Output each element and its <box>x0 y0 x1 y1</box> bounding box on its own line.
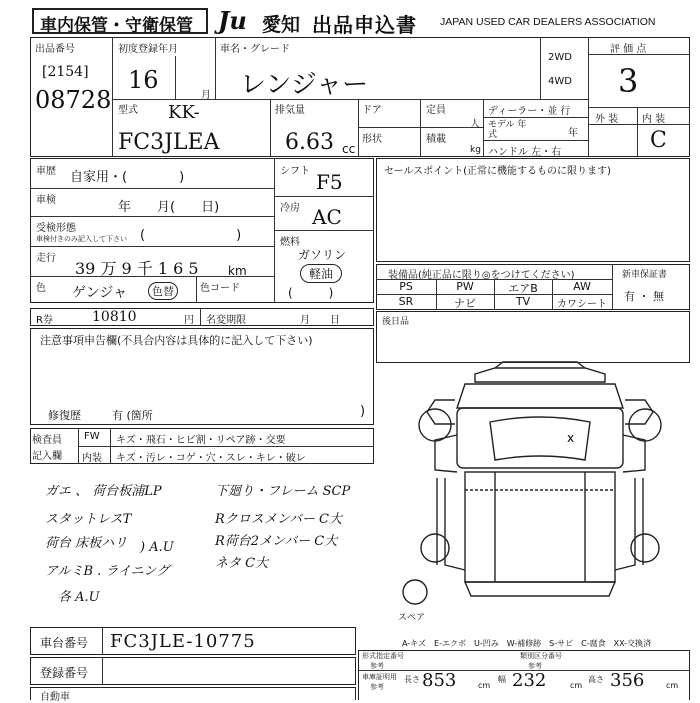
fuel-gasoline[interactable]: ガソリン <box>298 248 347 262</box>
load-unit: kg <box>470 145 481 155</box>
divider <box>274 230 374 231</box>
mileage-unit: km <box>228 264 247 278</box>
length-value[interactable]: 853 <box>422 670 457 691</box>
spare-label: スペア <box>398 613 426 623</box>
handle-label: ハンドル 左・右 <box>488 147 562 158</box>
displacement-label: 排気量 <box>275 105 305 116</box>
mileage-label: 走行 <box>36 253 56 264</box>
inspector-row2-items[interactable]: キズ・汚レ・コゲ・穴・スレ・キレ・破レ <box>116 453 306 464</box>
form-title: 出品申込書 <box>312 13 417 37</box>
divider <box>196 276 197 303</box>
org-name: 愛知 <box>262 14 301 36</box>
equipment-aw[interactable]: AW <box>573 280 591 293</box>
divider <box>112 99 588 100</box>
cert-ref: 参考 <box>370 683 384 691</box>
equipment-navi[interactable]: ナビ <box>454 297 476 310</box>
note-line-6: 各 A.U <box>58 590 100 605</box>
fuel-label: 燃料 <box>280 237 300 248</box>
divider <box>588 54 690 55</box>
r-value[interactable]: 10810 <box>92 309 137 325</box>
form-type-label: 形式指定番号 <box>362 652 404 660</box>
rear-label: 後日品 <box>382 317 410 327</box>
divider <box>30 188 274 189</box>
chassis-value[interactable]: FC3JLE-10775 <box>110 631 256 652</box>
ju-logo: Ju <box>218 6 247 35</box>
model-label: 車名・グレード <box>220 44 290 55</box>
history-label: 車歴 <box>36 166 56 177</box>
note-line-9: R荷台2メンバー C大 <box>215 534 338 549</box>
inspector-label-2: 記入欄 <box>32 451 62 462</box>
color-value[interactable]: ゲンジャ <box>72 285 128 301</box>
divider <box>30 216 274 217</box>
storage-label: 車内保管・守衛保管 <box>40 16 193 36</box>
equipment-airbag[interactable]: エアB <box>508 282 538 295</box>
displacement-value[interactable]: 6.63 <box>285 130 334 155</box>
divider <box>78 446 374 447</box>
equipment-sr[interactable]: SR <box>398 295 414 308</box>
divider <box>274 196 374 197</box>
svg-text:x: x <box>567 431 575 445</box>
drive-4wd: 4WD <box>548 76 572 87</box>
inspection-label: 車検 <box>36 195 56 206</box>
equipment-leather-seat[interactable]: カワシート <box>557 299 607 310</box>
sales-points-label: セールスポイント(正常に機能するものに限ります) <box>384 166 611 177</box>
divider <box>637 107 638 157</box>
first-reg-value[interactable]: 16 <box>128 66 159 94</box>
type-prefix: KK- <box>168 102 200 123</box>
divider <box>420 99 421 157</box>
divider <box>110 428 111 464</box>
repair-value[interactable]: 有 (箇所 <box>112 409 153 422</box>
new-warranty-value[interactable]: 有 ・ 無 <box>624 290 664 303</box>
divider <box>102 627 103 655</box>
color-label: 色 <box>36 283 46 294</box>
note-line-10: ネタ C大 <box>215 556 269 571</box>
width-label: 幅 <box>498 675 506 684</box>
rear-section <box>376 311 690 363</box>
equipment-ps[interactable]: PS <box>399 280 413 293</box>
repair-label: 修復歴 <box>48 409 81 422</box>
divider <box>588 37 589 157</box>
capacity-unit: 人 <box>470 119 480 130</box>
third-label: 自動車 <box>40 692 70 703</box>
equipment-title: 装備品(純正品に限り◎をつけてください) <box>388 270 575 281</box>
divider <box>30 246 274 247</box>
note-line-7: 下廻り・フレーム SCP <box>215 484 351 499</box>
name-change-label: 名変期限 <box>206 315 246 326</box>
cert-label: 車庫証明用 <box>362 673 397 681</box>
lot-number[interactable]: 08728 <box>35 86 112 114</box>
year-unit: 年 <box>568 128 578 139</box>
shift-label: シフト <box>280 166 310 177</box>
mileage-value[interactable]: 39 万 9 千 1 6 5 <box>75 259 199 278</box>
door-label: ドア <box>362 105 382 116</box>
height-unit: cm <box>666 681 679 690</box>
association-name: JAPAN USED CAR DEALERS ASSOCIATION <box>440 16 656 28</box>
divider <box>358 99 359 157</box>
height-value[interactable]: 356 <box>610 670 645 691</box>
divider <box>483 99 484 157</box>
name-change-value[interactable]: 月 日 <box>300 315 340 326</box>
ac-value[interactable]: AC <box>312 205 342 229</box>
drive-2wd: 2WD <box>548 52 572 63</box>
type-value[interactable]: FC3JLEA <box>118 130 220 155</box>
shape-label: 形状 <box>362 134 382 145</box>
vehicle-damage-diagram[interactable] <box>395 360 685 620</box>
inspector-row1-label: FW <box>84 431 100 442</box>
receipt-value[interactable]: ( ) <box>140 228 242 243</box>
equipment-tv[interactable]: TV <box>515 295 531 308</box>
divider <box>112 37 113 157</box>
divider <box>270 99 271 157</box>
fuel-diesel[interactable]: 軽油 <box>300 264 342 283</box>
note-line-3: 荷台 床板ハリ <box>45 536 128 551</box>
history-value[interactable]: 自家用・( ) <box>70 170 185 185</box>
receipt-note: 車検付きのみ記入して下さい <box>36 235 127 243</box>
reg-label: 登録番号 <box>40 666 89 680</box>
ac-label: 冷房 <box>280 203 300 214</box>
inspection-value[interactable]: 年 月( 日) <box>118 200 220 215</box>
shift-value[interactable]: F5 <box>316 170 343 194</box>
category-ref: 参考 <box>528 662 542 670</box>
chassis-label: 車台番号 <box>40 636 89 650</box>
inspector-label-1: 検査員 <box>32 435 62 446</box>
interior-value[interactable]: C <box>650 128 667 153</box>
first-reg-label: 初度登録年月 <box>118 44 178 55</box>
color-code-label: 色コード <box>200 283 240 294</box>
exterior-label: 外 装 <box>595 114 619 125</box>
divider <box>215 37 216 99</box>
width-unit: cm <box>570 681 583 690</box>
r-unit: 円 <box>184 315 194 326</box>
divider <box>540 37 541 99</box>
note-line-5: アルミB . ライニング <box>45 564 170 579</box>
model-year-label: モデル 年式 <box>488 120 527 140</box>
divider <box>588 107 690 108</box>
color-change: 色替 <box>148 282 178 300</box>
notes-title: 注意事項申告欄(不具合内容は具体的に記入して下さい) <box>40 334 313 347</box>
third-row <box>30 687 356 700</box>
divider <box>200 308 201 326</box>
load-label: 積載 <box>426 134 446 145</box>
equipment-pw[interactable]: PW <box>456 280 474 293</box>
interior-label: 内 装 <box>642 114 666 125</box>
divider <box>175 56 176 99</box>
grade-label: 評 価 点 <box>610 44 647 55</box>
diagram-legend: A-キズ E-エクボ U-凹み W-補修跡 S-サビ C-腐食 XX-交換済 <box>402 639 652 648</box>
dealer-label: ディーラー・並 行 <box>488 106 571 117</box>
divider <box>358 127 483 128</box>
repair-close-bracket: ) <box>360 404 366 419</box>
inspector-row2-label: 内装 <box>82 453 102 464</box>
category-label: 類別区分番号 <box>520 652 562 660</box>
note-line-8: Rクロスメンバー C大 <box>215 512 342 527</box>
length-unit: cm <box>478 681 491 690</box>
width-value[interactable]: 232 <box>512 670 547 691</box>
form-type-ref: 参考 <box>370 662 384 670</box>
grade-value[interactable]: 3 <box>618 62 639 100</box>
model-value[interactable]: レンジャー <box>240 70 369 100</box>
receipt-label: 受検形態 <box>36 223 76 234</box>
new-warranty-label: 新車保証書 <box>622 270 668 280</box>
capacity-label: 定員 <box>426 105 446 116</box>
r-label: R券 <box>36 315 53 326</box>
divider <box>612 264 613 310</box>
divider <box>30 276 274 277</box>
month-label: 月 <box>201 90 211 101</box>
lot-label: 出品番号 <box>35 44 75 55</box>
lot-sub: [2154] <box>42 64 89 80</box>
divider <box>102 657 103 685</box>
fuel-other[interactable]: ( ) <box>288 286 334 300</box>
displacement-unit: cc <box>342 142 356 156</box>
divider <box>483 140 588 141</box>
note-line-2: スタットレスT <box>45 512 132 527</box>
divider <box>483 117 588 118</box>
inspector-row1-items[interactable]: キズ・飛石・ヒビ割・リペア跡・交要 <box>116 435 286 446</box>
type-label: 型式 <box>118 105 138 116</box>
note-line-4: ) A.U <box>140 540 174 555</box>
height-label: 高さ <box>588 675 604 684</box>
length-label: 長さ <box>404 675 420 684</box>
divider <box>588 124 690 125</box>
note-line-1: ガエ 、 荷台板浦LP <box>45 484 162 499</box>
